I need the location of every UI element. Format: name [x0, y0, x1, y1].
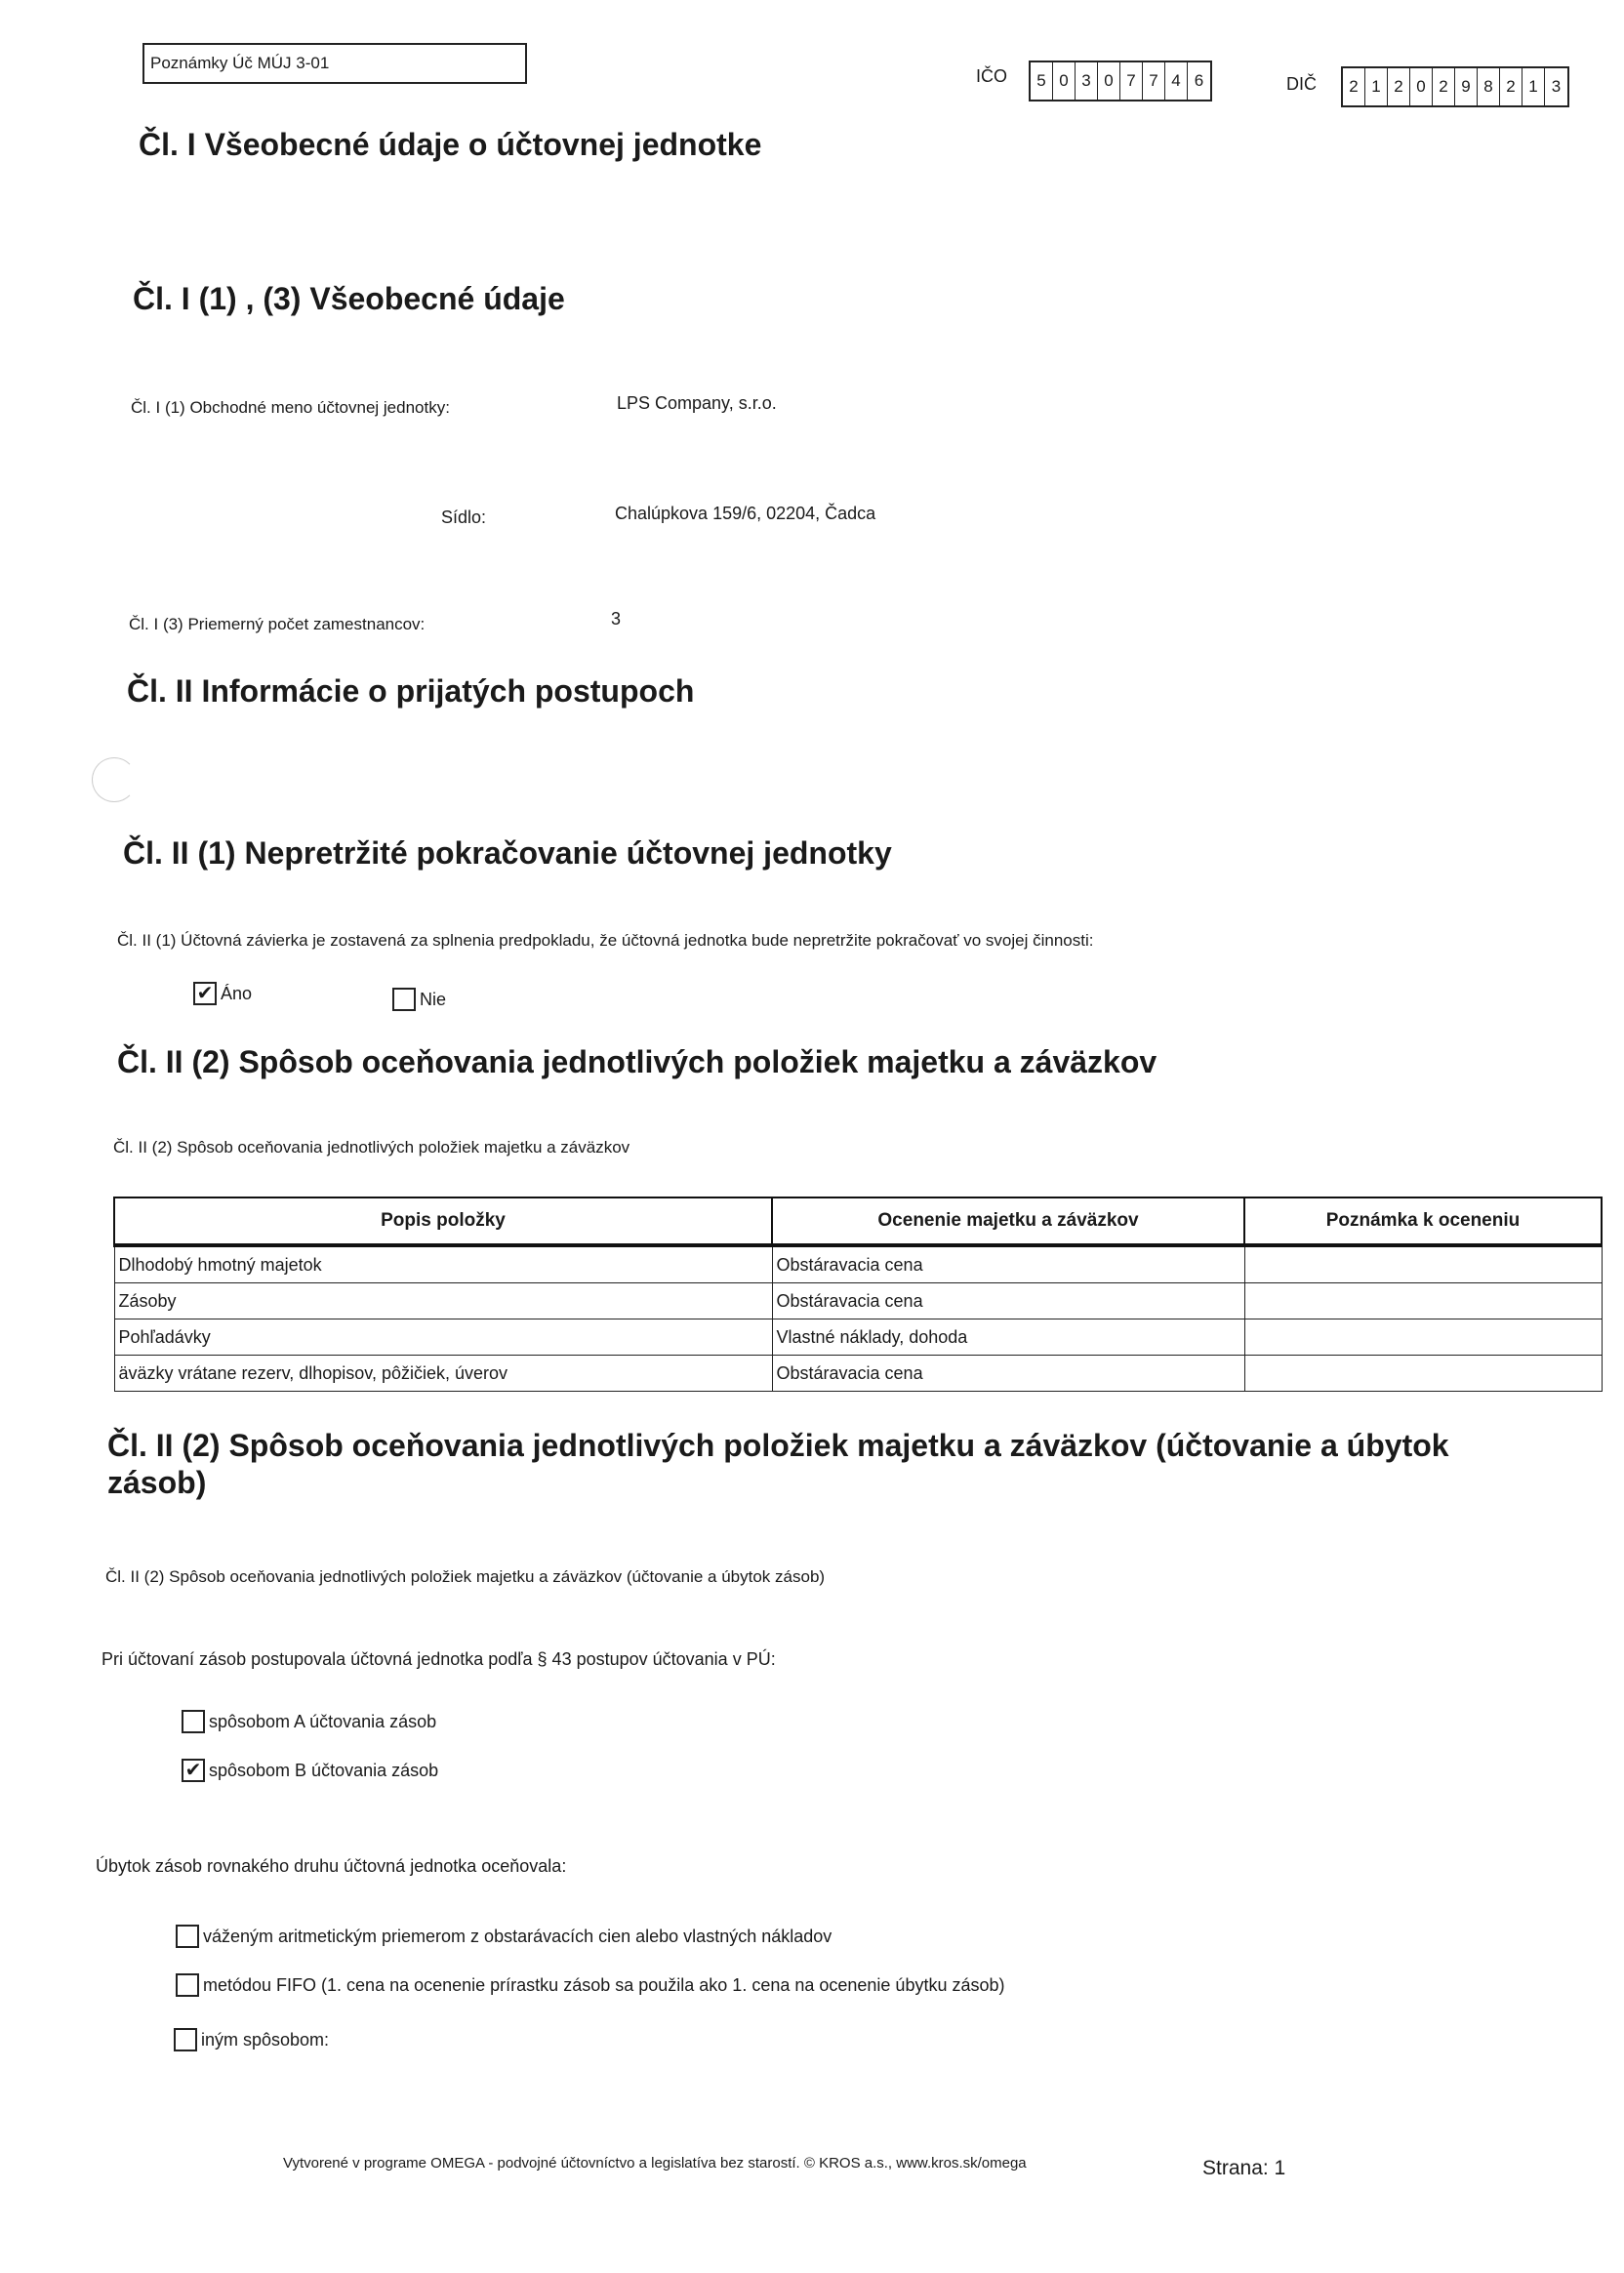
table-header-item: Popis položky — [114, 1197, 772, 1245]
table-cell-valuation: Vlastné náklady, dohoda — [772, 1319, 1244, 1356]
table-cell-note — [1244, 1356, 1602, 1392]
option-no[interactable] — [392, 988, 446, 1011]
checkbox-no[interactable] — [392, 988, 416, 1011]
option-other[interactable] — [174, 2028, 329, 2051]
table-row — [114, 1356, 1602, 1392]
option-method-b[interactable] — [182, 1759, 438, 1782]
ico-digit: 7 — [1120, 62, 1143, 100]
option-fifo-label: metódou FIFO (1. cena na ocenenie prírastku zásob sa použila ako 1. cena na ocenenie úbytku zásob) — [203, 1974, 1005, 1995]
table-cell-note — [1244, 1245, 1602, 1283]
company-name-value: LPS Company, s.r.o. — [617, 393, 777, 413]
dic-digit: 2 — [1388, 68, 1410, 105]
table-cell-item: Zásoby — [114, 1283, 772, 1319]
ico-label: IČO — [976, 66, 1008, 86]
option-no-label: Nie — [420, 989, 447, 1009]
checkbox-yes[interactable]: ✔ — [193, 982, 217, 1005]
section-2-1-title: Čl. II (1) Nepretržité pokračovanie účtovnej jednotky — [123, 835, 892, 871]
dic-digit: 2 — [1433, 68, 1455, 105]
seat-value: Chalúpkova 159/6, 02204, Čadca — [615, 504, 876, 523]
checkbox-fifo[interactable] — [176, 1973, 199, 1997]
section-1-sub-title: Čl. I (1) , (3) Všeobecné údaje — [133, 281, 565, 316]
option-method-a[interactable] — [182, 1710, 436, 1733]
dic-digits — [1341, 66, 1569, 107]
going-concern-text: Čl. II (1) Účtovná závierka je zostavená za splnenia predpokladu, že účtovná jednotka bude nepretržite pokračovať vo svojej činnosti: — [117, 931, 1094, 950]
option-method-b-label: spôsobom B účtovania zásob — [209, 1760, 439, 1780]
option-fifo[interactable] — [176, 1973, 1005, 1997]
section-2-2-title: Čl. II (2) Spôsob oceňovania jednotlivých položiek majetku a záväzkov — [117, 1044, 1157, 1079]
disposal-text: Úbytok zásob rovnakého druhu účtovná jednotka oceňovala: — [96, 1856, 567, 1876]
dic-digit: 1 — [1522, 68, 1545, 105]
option-other-label: iným spôsobom: — [201, 2029, 330, 2050]
dic-digit: 2 — [1500, 68, 1522, 105]
option-method-a-label: spôsobom A účtovania zásob — [209, 1711, 437, 1731]
dic-digit: 3 — [1551, 77, 1562, 96]
employees-value: 3 — [611, 609, 622, 629]
ico-digit: 0 — [1098, 62, 1120, 100]
dic-label: DIČ — [1286, 74, 1317, 94]
section-1-title: Čl. I Všeobecné údaje o účtovnej jednotke — [139, 127, 762, 162]
section-2-title: Čl. II Informácie o prijatých postupoch — [127, 673, 695, 709]
ico-digit: 4 — [1165, 62, 1188, 100]
punch-hole — [92, 757, 137, 802]
ico-digit: 3 — [1076, 62, 1098, 100]
section-2-2b-text: Čl. II (2) Spôsob oceňovania jednotlivých položiek majetku a záväzkov (účtovanie a úbytok zásob) — [105, 1567, 826, 1586]
table-cell-valuation: Obstáravacia cena — [772, 1283, 1244, 1319]
document-label: Poznámky Úč MÚJ 3-01 — [142, 43, 527, 84]
option-weighted-average[interactable] — [176, 1925, 832, 1948]
checkbox-other[interactable] — [174, 2028, 197, 2051]
section-2-2b-title — [107, 1427, 1571, 1501]
section-2-2b-title-line1: Čl. II (2) Spôsob oceňovania jednotlivých položiek majetku a záväzkov (účtovanie a úbytok — [107, 1428, 1449, 1463]
inventory-method-text: Pri účtovaní zásob postupovala účtovná jednotka podľa § 43 postupov účtovania v PÚ: — [102, 1649, 776, 1669]
table-header-note: Poznámka k oceneniu — [1244, 1197, 1602, 1245]
ico-digit: 5 — [1031, 62, 1053, 100]
ico-digit: 6 — [1194, 71, 1204, 90]
table-cell-note — [1244, 1319, 1602, 1356]
ico-digit: 0 — [1053, 62, 1076, 100]
checkbox-weighted-average[interactable] — [176, 1925, 199, 1948]
table-cell-item: Dlhodobý hmotný majetok — [114, 1245, 772, 1283]
page-number: Strana: 1 — [1202, 2157, 1286, 2179]
ico-digit: 7 — [1143, 62, 1165, 100]
section-2-2b-title-line2: zásob) — [107, 1465, 207, 1500]
seat-label: Sídlo: — [441, 507, 487, 527]
table-header-valuation: Ocenenie majetku a záväzkov — [772, 1197, 1244, 1245]
employees-label: Čl. I (3) Priemerný počet zamestnancov: — [129, 615, 426, 633]
table-row — [114, 1319, 1602, 1356]
option-yes[interactable] — [193, 982, 252, 1005]
option-yes-label: Áno — [221, 983, 253, 1003]
table-cell-item: äväzky vrátane rezerv, dlhopisov, pôžičiek, úverov — [114, 1356, 772, 1392]
table-cell-valuation: Obstáravacia cena — [772, 1245, 1244, 1283]
dic-digit: 1 — [1365, 68, 1388, 105]
table-row — [114, 1283, 1602, 1319]
option-weighted-average-label: váženým aritmetickým priemerom z obstarávacích cien alebo vlastných nákladov — [203, 1926, 832, 1946]
table-cell-valuation: Obstáravacia cena — [772, 1356, 1244, 1392]
dic-digit: 9 — [1455, 68, 1478, 105]
table-cell-item: Pohľadávky — [114, 1319, 772, 1356]
checkbox-method-b[interactable]: ✔ — [182, 1759, 205, 1782]
footer-text: Vytvorené v programe OMEGA - podvojné účtovníctvo a legislatíva bez starostí. © KROS a.s., www.kros.sk/omega — [283, 2155, 1027, 2172]
table-row — [114, 1245, 1602, 1283]
dic-digit: 8 — [1478, 68, 1500, 105]
ico-digits — [1029, 61, 1212, 101]
table-cell-note — [1244, 1283, 1602, 1319]
company-name-label: Čl. I (1) Obchodné meno účtovnej jednotky: — [131, 398, 450, 417]
section-2-2-text: Čl. II (2) Spôsob oceňovania jednotlivých položiek majetku a záväzkov — [113, 1138, 630, 1157]
dic-digit: 2 — [1343, 68, 1365, 105]
dic-digit: 0 — [1410, 68, 1433, 105]
checkbox-method-a[interactable] — [182, 1710, 205, 1733]
valuation-table — [113, 1197, 1603, 1392]
